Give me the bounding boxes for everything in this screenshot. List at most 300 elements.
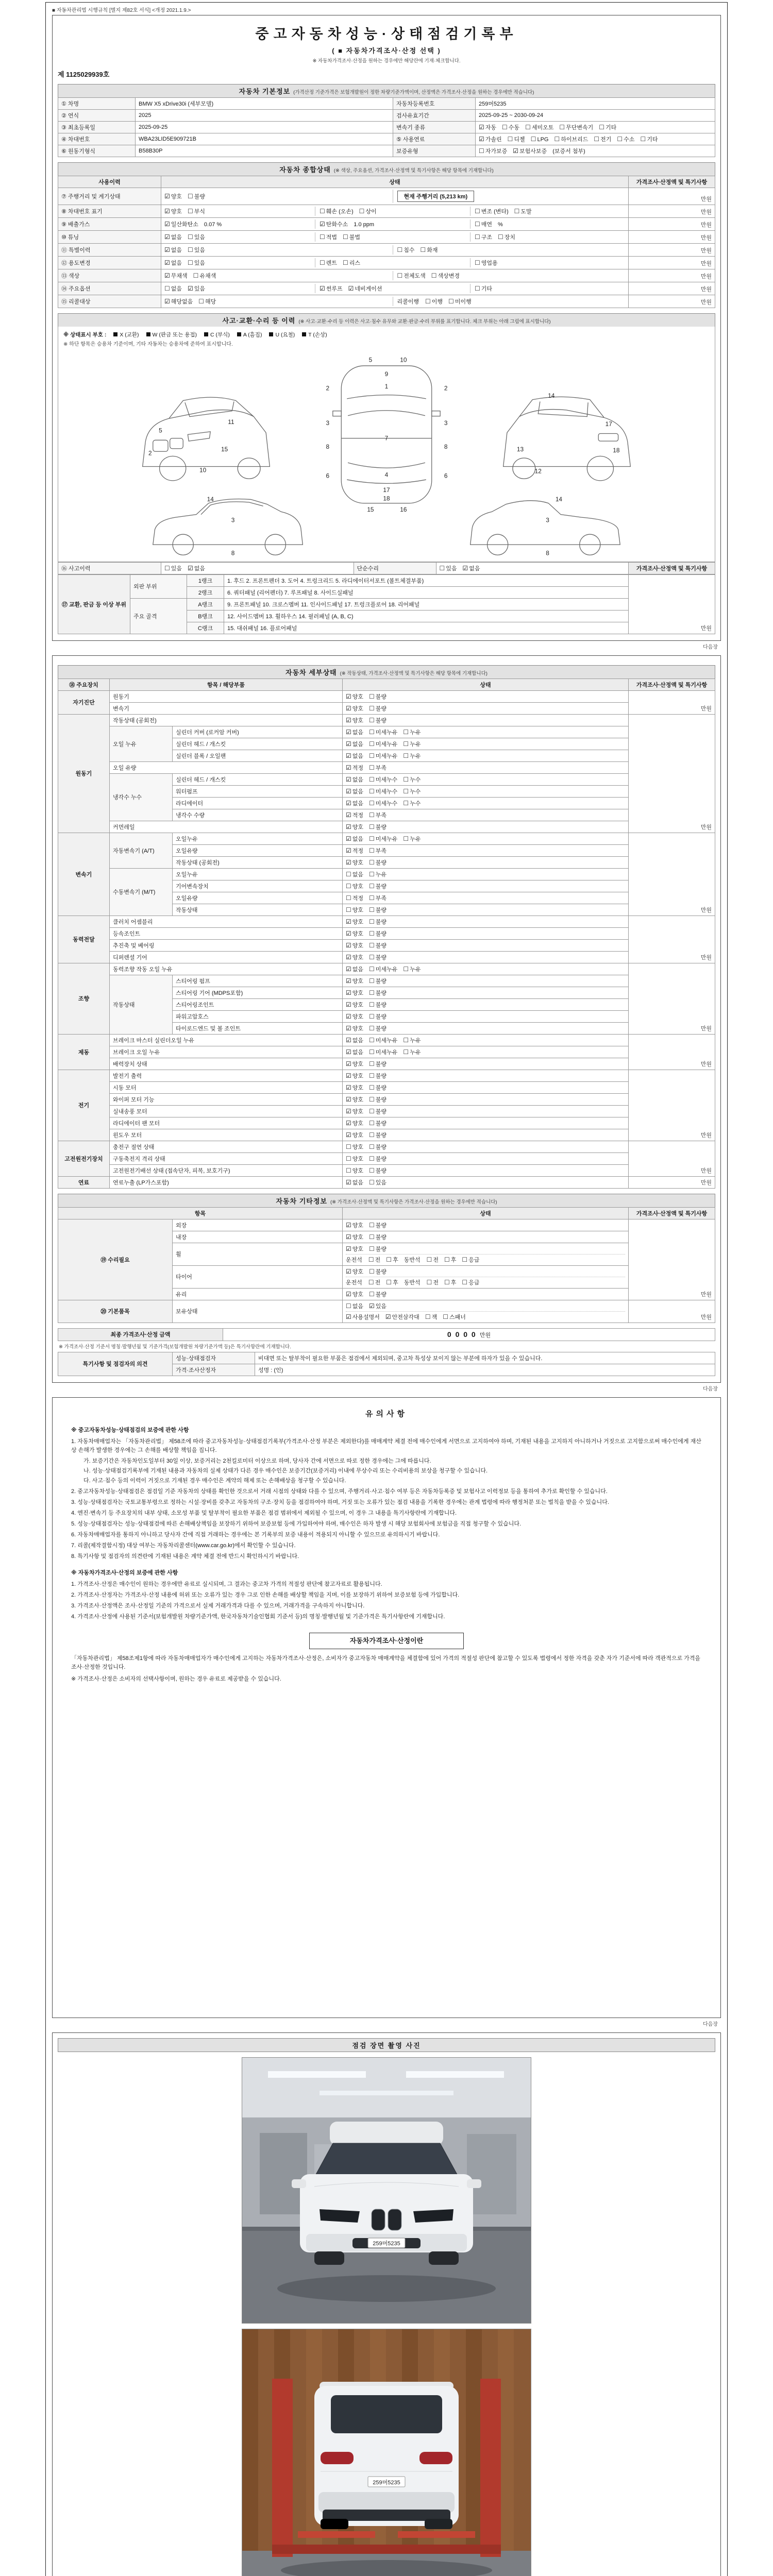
- group-label: 연료: [58, 1176, 110, 1188]
- checkbox-option: ☐ 없음: [164, 285, 182, 292]
- detail-row: [58, 1046, 715, 1058]
- detail-section-title: 자동차 세부상태 (※ 작동상태, 가격조사·산정액 및 특기사항은 해당 항목에 기재합니다): [58, 665, 715, 679]
- checkbox-option: ☐ 미세누유: [369, 740, 398, 748]
- rear-plate-text: 259머5235: [373, 2479, 400, 2486]
- panel-damage-table: [58, 574, 715, 634]
- state-cell: [343, 797, 629, 809]
- checkbox-option: ☑ 없음: [188, 564, 206, 572]
- svg-text:6: 6: [326, 472, 330, 480]
- rank-items: 15. 대쉬패널 16. 플로어패널: [224, 622, 629, 634]
- price-cell: 만원: [629, 833, 715, 916]
- next-page-label: 다음장: [703, 644, 718, 650]
- state-cell: [343, 761, 629, 773]
- checkbox-option: ☑ 양호: [164, 193, 182, 200]
- checkbox-option: ☑ 없음: [164, 246, 182, 253]
- svg-text:4: 4: [384, 471, 389, 479]
- state-cell: [161, 205, 629, 218]
- item-label: 등속조인트: [110, 927, 343, 939]
- svg-text:17: 17: [605, 420, 612, 428]
- car-damage-diagram: [113, 354, 660, 557]
- checkbox-option: ☐ 부족: [369, 764, 387, 771]
- checkbox-option: ☑ 양호: [346, 989, 364, 996]
- notice-item: 4. 엔진·변속기 등 주요장치의 내부 상태, 소모성 부품 및 탈부착이 필요한 부품은 점검 범위에서 제외될 수 있으며, 이 경우 그 내용을 특기사항란에 기재합니다.: [71, 1510, 457, 1517]
- item-label: 충전구 절연 상태: [110, 1141, 343, 1153]
- state-cell: [343, 1010, 629, 1022]
- checkbox-option: ☑ 양호: [346, 929, 364, 937]
- accident-history-row: [58, 562, 715, 574]
- price-cell: 만원: [629, 244, 715, 257]
- checkbox-option: ☐ 응급: [462, 1256, 480, 1263]
- checkbox-option: ☑ 없음: [346, 799, 364, 807]
- item-label: 연료누출 (LP가스포함): [110, 1176, 343, 1188]
- checkbox-option: ☐ 적정: [346, 894, 364, 902]
- checkbox-option: ☐ LPG: [530, 135, 549, 143]
- state-cell: [343, 939, 629, 951]
- column-header: 가격조사·산정액 및 특기사항: [629, 176, 715, 188]
- svg-text:14: 14: [555, 496, 563, 503]
- checkbox-option: ☑ 양호: [346, 858, 364, 866]
- price-survey-paragraph: ※ 가격조사·산정은 소비자의 선택사항이며, 원하는 경우 유료로 제공받을 수 있습니다.: [71, 1676, 281, 1682]
- sheet-3: [52, 1397, 721, 2018]
- price-cell: 만원: [629, 1070, 715, 1141]
- field-label: 자동차등록번호: [393, 98, 476, 110]
- state-cell: [343, 690, 629, 702]
- legend-item: W (판금 또는 용접): [139, 332, 197, 338]
- price-cell: 만원: [629, 257, 715, 269]
- state-cell: [343, 916, 629, 927]
- item-label: 타이어: [173, 1265, 343, 1288]
- state-cell: [161, 218, 629, 231]
- checkbox-option: ☑ 양호: [346, 1024, 364, 1032]
- state-subcolumn: [470, 284, 625, 293]
- rank-label: 1랭크: [187, 574, 224, 586]
- checkbox-option: ☑ 양호: [346, 1060, 364, 1067]
- price-cell: 만원: [629, 963, 715, 1034]
- state-cell: [343, 809, 629, 821]
- item-label: 커먼레일: [110, 821, 343, 833]
- checkbox-option: ☐ 미세누수: [369, 775, 398, 783]
- remarks-table: [58, 1352, 715, 1376]
- checkbox-option: ☑ 없음: [346, 787, 364, 795]
- remarks-who: 가격·조사산정자: [173, 1364, 255, 1376]
- column-header: 상태: [343, 679, 629, 690]
- column-header: 사용이력: [58, 176, 161, 188]
- checkbox-option: ☐ 불법: [343, 233, 361, 241]
- state-cell: [343, 1058, 629, 1070]
- checkbox-option: ☑ 양호: [346, 1001, 364, 1008]
- notice-item: 5. 성능·상태점검자는 성능·상태점검에 따른 손해배상책임을 보장하기 위하여 보증보험 등에 가입하여야 하며, 매수인은 하자 발생 시 해당 보험회사에 보험금을 직접 청구할 수 있습니다.: [71, 1521, 522, 1528]
- notice-section1-title: ※ 중고자동차성능·상태점검의 보증에 관한 사항: [71, 1427, 189, 1433]
- svg-text:2: 2: [148, 449, 152, 457]
- state-cell: [343, 892, 629, 904]
- detail-row: [58, 927, 715, 939]
- basic-row: [58, 133, 715, 145]
- group-label: ⑲ 수리필요: [58, 1219, 173, 1300]
- svg-text:2: 2: [326, 384, 330, 392]
- field-value: 2025-09-25: [136, 122, 393, 133]
- svg-text:17: 17: [383, 486, 390, 494]
- checkbox-option: ☐ 잭: [425, 1313, 438, 1320]
- checkbox-option: ☑ 양호: [164, 208, 182, 215]
- price-cell: 만원: [629, 1141, 715, 1176]
- item-label: 라디에이터: [173, 797, 343, 809]
- column-header: 항목 / 해당부품: [110, 679, 343, 690]
- field-value: BMW X5 xDrive30i (세부모델): [136, 98, 393, 110]
- checkbox-option: ☑ 일산화탄소: [164, 221, 198, 228]
- frame-label: 주요 골격: [130, 598, 187, 634]
- checkbox-option: ☐ 후: [386, 1256, 398, 1263]
- checkbox-option: ☑ 양호: [346, 1221, 364, 1229]
- checkbox-option: ☑ 양호: [346, 1245, 364, 1252]
- checkbox-option: ☐ 없음: [346, 870, 364, 878]
- sheet-4: [52, 2032, 721, 2576]
- state-subcolumn: [393, 190, 626, 203]
- checkbox-option: ☑ 양호: [346, 1290, 364, 1298]
- svg-text:8: 8: [546, 549, 549, 557]
- title-block: [58, 20, 715, 64]
- basic-row: [58, 110, 715, 122]
- photo-front-image: [242, 2058, 531, 2323]
- state-cell: [343, 702, 629, 714]
- state-subcolumn: [164, 219, 315, 229]
- checkbox-option: ☐ 기타: [599, 124, 617, 131]
- checkbox-option: ☑ 썬루프: [320, 285, 343, 292]
- subgroup-label: 작동상태: [110, 975, 173, 1034]
- state-text: 0.07 %: [204, 222, 222, 228]
- car-diagram-area: [58, 350, 715, 562]
- state-cell: [161, 295, 629, 308]
- checkbox-option: ☑ 사용설명서: [346, 1313, 380, 1320]
- field-label: ⑤ 사용연료: [393, 133, 476, 145]
- checkbox-option: ☑ 무채색: [164, 272, 188, 279]
- overall-row: [58, 295, 715, 308]
- state-subcolumn: [315, 219, 470, 229]
- item-label: 타이로드엔드 및 볼 조인트: [173, 1022, 343, 1034]
- checkbox-option: ☐ 해당: [198, 298, 216, 305]
- other-info-table: [58, 1207, 715, 1323]
- state-cell: [343, 821, 629, 833]
- final-price-row: [58, 1328, 715, 1341]
- checkbox-option: ☐ 디젤: [507, 135, 525, 143]
- legend-square-icon: [269, 332, 273, 336]
- checkbox-option: ☑ 없음: [346, 1048, 364, 1056]
- price-cell: 만원: [629, 1300, 715, 1323]
- checkbox-option: ☐ 리스: [343, 259, 361, 266]
- item-label: 실린더 커버 (로커암 커버): [173, 726, 343, 738]
- checkbox-option: ☑ 보험사보증: [513, 147, 547, 155]
- other-row: [58, 1219, 715, 1231]
- field-value: [476, 122, 715, 133]
- checkbox-option: ☐ 하이브리드: [554, 135, 589, 143]
- checkbox-option: ☑ 없음: [346, 752, 364, 759]
- state-cell: [343, 927, 629, 939]
- field-value: B58B30P: [136, 145, 393, 157]
- checkbox-option: ☐ 후: [444, 1278, 457, 1286]
- state-subcolumn: [164, 207, 315, 216]
- checkbox-option: ☐ 누유: [403, 740, 421, 748]
- notice-item: 6. 자동차매매업자를 통하지 아니하고 당사자 간에 직접 거래하는 경우에는 본 기록부의 보증 내용이 적용되지 아니할 수 있으므로 유의하시기 바랍니다.: [71, 1532, 440, 1538]
- state-cell: [343, 844, 629, 856]
- item-label: 디퍼렌셜 기어: [110, 951, 343, 963]
- item-label: 스티어링 기어 (MDPS포함): [173, 987, 343, 998]
- price-cell: 만원: [629, 188, 715, 205]
- item-label: 실린더 헤드 / 개스킷: [173, 738, 343, 750]
- state-subcolumn: [470, 207, 625, 216]
- checkbox-option: ☐ 전체도색: [397, 272, 426, 279]
- state-cell: [343, 714, 629, 726]
- price-cell: 만원: [629, 282, 715, 295]
- row-label: ⑧ 차대번호 표기: [58, 205, 161, 218]
- accident-tables: [58, 562, 715, 634]
- checkbox-option: ☑ 없음: [346, 1178, 364, 1186]
- repair-state: [436, 562, 629, 574]
- overall-row: [58, 231, 715, 244]
- svg-text:8: 8: [326, 443, 330, 450]
- checkbox-option: ☐ 불량: [369, 906, 387, 913]
- subgroup-label: 오일 누유: [110, 726, 173, 761]
- item-label: 오일유량: [173, 844, 343, 856]
- price-survey-paragraph: 「자동차관리법」 제58조제1항에 따라 자동차매매업자가 매수인에게 고지하는 자동차가격조사·산정은, 소비자가 중고자동차 매매계약을 체결함에 있어 가격의 적절성 판단에 참고할 수 있도록 법령에서 정한 자격을 갖춘 자가 기준서에 따라 객관적으로 가격을 조사·산정한 것입니다.: [71, 1655, 701, 1670]
- column-header: 가격조사·산정액 및 특기사항: [629, 679, 715, 690]
- item-label: 와이퍼 모터 기능: [110, 1093, 343, 1105]
- checkbox-option: ☐ 미세누수: [369, 787, 398, 795]
- state-cell: [343, 1022, 629, 1034]
- item-label: 외장: [173, 1219, 343, 1231]
- checkbox-option: ☐ 미세누수: [369, 799, 398, 807]
- field-label: ① 차명: [58, 98, 136, 110]
- checkbox-option: ☐ 침수: [397, 246, 415, 253]
- state-cell: [343, 785, 629, 797]
- price-survey-box-title: 자동차가격조사·산정이란: [309, 1633, 464, 1649]
- group-label: 원동기: [58, 714, 110, 833]
- item-label: 보유상태: [173, 1300, 343, 1323]
- group-label: 전기: [58, 1070, 110, 1141]
- checkbox-option: ☐ 미세누유: [369, 752, 398, 759]
- legend-item: C (부식): [197, 332, 230, 338]
- svg-text:5: 5: [368, 356, 373, 364]
- checkbox-option: ☐ 누유: [403, 1036, 421, 1044]
- checkbox-option: ☐ 누유: [403, 835, 421, 842]
- checkbox-option: ☑ 안전삼각대: [385, 1313, 419, 1320]
- field-label: 검사유효기간: [393, 110, 476, 122]
- notice-item: 1. 자동차매매업자는 「자동차관리법」 제58조에 따라 중고자동차성능·상태점검기록부(가격조사·산정 부분은 제외한다)를 매매계약 체결 전에 매수인에게 서면으로 고지하여야 하며, 기재된 내용을 고지하지 아니하거나 거짓으로 고지함으로써 매수인에게 재산상 손해가 발생한 경우에는 그 손해를 배상할 책임을 집니다.: [71, 1438, 701, 1454]
- row-label: ⑦ 주행거리 및 계기상태: [58, 188, 161, 205]
- value-box: 현재 주행거리 (5,213 km): [397, 191, 475, 202]
- checkbox-option: ☐ 색상변경: [431, 272, 460, 279]
- notice-subitem: 가. 보증기간은 자동차인도일부터 30일 이상, 보증거리는 2천킬로미터 이상으로 하며, 당사자 간에 서면으로 따로 정한 경우에는 그에 따릅니다.: [83, 1458, 431, 1465]
- checkbox-option: ☐ 불량: [369, 953, 387, 961]
- checkbox-option: ☐ 부족: [369, 811, 387, 819]
- checkbox-option: ☐ 화재: [420, 246, 438, 253]
- rank-items: 9. 프론트패널 10. 크로스멤버 11. 인사이드패널 17. 트렁크플로어 18. 리어패널: [224, 598, 629, 610]
- row-label: ⑨ 배출가스: [58, 218, 161, 231]
- detail-row: [58, 1164, 715, 1176]
- checkbox-option: ☐ 후: [386, 1278, 398, 1286]
- svg-text:11: 11: [228, 418, 234, 426]
- checkbox-option: ☑ 적정: [346, 811, 364, 819]
- checkbox-option: ☐ 있음: [188, 259, 206, 266]
- checkbox-option: ☐ 불량: [369, 1060, 387, 1067]
- notice-item: 3. 성능·상태점검자는 국토교통부령으로 정하는 시설·장비를 갖추고 자동차의 구조·장치 등을 점검하여야 하며, 거짓 또는 오류가 있는 점검 내용을 기록한 경우에는 관계 법령에 따라 행정처분 또는 벌칙을 받을 수 있습니다.: [71, 1499, 609, 1506]
- svg-text:2: 2: [444, 384, 448, 392]
- field-label: ③ 최초등록일: [58, 122, 136, 133]
- group-label: 변속기: [58, 833, 110, 916]
- column-header: ⑱ 주요장치: [58, 679, 110, 690]
- other-section-title: 자동차 기타정보 (※ 가격조사·산정액 및 특기사항은 가격조사·산정을 원하는 경우에만 적습니다): [58, 1194, 715, 1207]
- state-cell: [343, 975, 629, 987]
- checkbox-option: ☑ 자동: [479, 124, 497, 131]
- front-plate-text: 259머5235: [373, 2240, 400, 2247]
- group-label: 고전원전기장치: [58, 1141, 110, 1176]
- checkbox-option: ☐ 전: [368, 1256, 381, 1263]
- notice-item: 2. 중고자동차성능·상태점검은 점검일 기준 자동차의 상태를 확인한 것으로서 거래 시점의 상태와 다를 수 있으며, 주행거리·사고·침수 여부 등은 자동차등록증 및 보험사고 이력정보 등을 통하여 추가로 확인할 수 있습니다.: [71, 1488, 608, 1495]
- item-label: 브레이크 마스터 실린더오일 누유: [110, 1034, 343, 1046]
- accident-section-title: 사고·교환·수리 등 이력 (※ 사고·교환·수리 등 이력은 사고·침수 유무와 교환·판금·수리 부위를 표기합니다. 체크 부위는 아래 그림에 표시합니다): [58, 313, 715, 327]
- outer-panel-label: 외판 부위: [130, 574, 187, 598]
- notices-title: 유의사항: [365, 1409, 408, 1418]
- state-cell: [343, 750, 629, 761]
- checkbox-option: ☐ 불량: [369, 1221, 387, 1229]
- checkbox-option: ☐ 전기: [594, 135, 612, 143]
- checkbox-option: ☐ 누유: [403, 728, 421, 736]
- checkbox-option: ☐ 불량: [369, 977, 387, 985]
- state-cell: [343, 998, 629, 1010]
- state-subcolumn: [393, 271, 626, 280]
- checkbox-option: ☐ 있음: [164, 564, 182, 572]
- checkbox-option: ☑ 없음: [346, 1036, 364, 1044]
- state-extra: [346, 1311, 625, 1321]
- detail-row: [58, 868, 715, 880]
- state-cell: [161, 244, 629, 257]
- checkbox-option: ☐ 불량: [369, 1267, 387, 1275]
- checkbox-option: ☐ 양호: [346, 1143, 364, 1150]
- state-cell: [343, 1093, 629, 1105]
- checkbox-option: ☑ 없음: [462, 564, 480, 572]
- field-value: [476, 133, 715, 145]
- svg-text:3: 3: [326, 419, 330, 427]
- final-price-note: ※ 가격조사·산정 기준서 명칭·발행년월 및 기준가격(보험개발원 차량기준가액 등)은 특기사항란에 기재합니다.: [59, 1344, 291, 1350]
- state-cell: [343, 880, 629, 892]
- overall-table: [58, 176, 715, 308]
- group-label: 조향: [58, 963, 110, 1034]
- checkbox-option: ☑ 네비게이션: [348, 285, 382, 292]
- remarks-text: 성명 : (인): [255, 1364, 715, 1376]
- overall-row: [58, 282, 715, 295]
- checkbox-option: ☑ 양호: [346, 1083, 364, 1091]
- checkbox-option: ☐ 영업용: [475, 259, 498, 266]
- overall-row: [58, 218, 715, 231]
- state-cell: [343, 1117, 629, 1129]
- item-label: 유리: [173, 1288, 343, 1300]
- price-cell: 만원: [629, 916, 715, 963]
- checkbox-option: ☐ 있음: [188, 233, 206, 241]
- checkbox-option: ☐ 양호: [346, 1166, 364, 1174]
- row-label: ⑬ 색상: [58, 269, 161, 282]
- panel-rank-row: [58, 598, 715, 610]
- legend-square-icon: [146, 332, 150, 336]
- detail-row: [58, 916, 715, 927]
- field-value: WBA23LID5E909721B: [136, 133, 393, 145]
- svg-text:15: 15: [367, 506, 374, 514]
- detail-row: [58, 1141, 715, 1153]
- detail-row: [58, 939, 715, 951]
- checkbox-option: ☐ 수동: [502, 124, 520, 131]
- next-page-label: 다음장: [703, 2021, 718, 2027]
- legend-square-icon: [113, 332, 117, 336]
- legend-item: X (교환): [106, 332, 139, 338]
- notice-subitem: 나. 성능·상태점검기록부에 기재된 내용과 자동차의 실제 상태가 다른 경우 매수인은 보증기간(보증거리) 이내에 무상수리 또는 수리비용의 보상을 청구할 수 있습니다.: [83, 1468, 488, 1475]
- price-cell: 만원: [629, 714, 715, 833]
- state-cell: [343, 1219, 629, 1231]
- subgroup-label: 자동변속기 (A/T): [110, 833, 173, 868]
- state-text: 동반석: [404, 1257, 421, 1263]
- state-subcolumn: [315, 232, 470, 242]
- item-label: 기어변속장치: [173, 880, 343, 892]
- detail-condition-section: [58, 665, 715, 1189]
- checkbox-option: ☑ 없음: [346, 728, 364, 736]
- state-cell: [343, 1129, 629, 1141]
- checkbox-option: ☐ 세미오토: [525, 124, 554, 131]
- group-label: 자기진단: [58, 690, 110, 714]
- checkbox-option: ☐ 상이: [359, 208, 377, 215]
- legend-square-icon: [204, 332, 208, 336]
- overall-row: [58, 269, 715, 282]
- svg-text:1: 1: [384, 382, 389, 390]
- field-label: 보증유형: [393, 145, 476, 157]
- item-label: 고전원전기배선 상태 (접속단자, 피복, 보호기구): [110, 1164, 343, 1176]
- state-text: 1.0 ppm: [354, 222, 375, 228]
- rank-items: 1. 후드 2. 프론트펜더 3. 도어 4. 트렁크리드 5. 라디에이터서포트 (볼트체결부품): [224, 574, 629, 586]
- overall-row: [58, 244, 715, 257]
- checkbox-option: ☐ 불량: [369, 1012, 387, 1020]
- subgroup-label: 냉각수 누수: [110, 773, 173, 821]
- price-cell: 만원: [629, 1219, 715, 1300]
- row-label: ⑫ 용도변경: [58, 257, 161, 269]
- checkbox-option: ☐ 렌트: [320, 259, 338, 266]
- state-subcolumn: [393, 297, 626, 306]
- detail-table: [58, 679, 715, 1189]
- notice-section2-title: ※ 자동차가격조사·산정의 보증에 관한 사항: [71, 1569, 178, 1576]
- state-cell: [343, 856, 629, 868]
- checkbox-option: ☐ 불량: [369, 1083, 387, 1091]
- state-text: 동반석: [404, 1279, 421, 1286]
- item-label: 파워고압호스: [173, 1010, 343, 1022]
- checkbox-option: ☐ 불량: [369, 929, 387, 937]
- column-header: 항목: [58, 1207, 343, 1219]
- checkbox-option: ☑ 양호: [346, 1267, 364, 1275]
- row-label: ⑭ 주요옵션: [58, 282, 161, 295]
- item-label: 오일누유: [173, 833, 343, 844]
- notice-item: 2. 가격조사·산정자는 가격조사·산정 내용에 허위 또는 오류가 있는 경우 그로 인한 손해를 배상할 책임을 지며, 이를 보장하기 위하여 보증보험 등에 가입합니다.: [71, 1591, 460, 1598]
- item-label: 배력장치 상태: [110, 1058, 343, 1070]
- overall-header-row: [58, 176, 715, 188]
- item-label: 실린더 블록 / 오일팬: [173, 750, 343, 761]
- state-cell: [343, 1141, 629, 1153]
- checkbox-option: ☐ 불량: [369, 1166, 387, 1174]
- state-cell: [343, 868, 629, 880]
- checkbox-option: ☐ 불량: [369, 1233, 387, 1241]
- field-value: ☐ 자가보증 ☑ 보험사보증 (보증서 첨부): [476, 145, 715, 157]
- checkbox-option: ☑ 없음: [346, 835, 364, 842]
- checkbox-option: ☐ 누유: [403, 965, 421, 973]
- accident-state: [161, 562, 354, 574]
- item-label: 동력조향 작동 오일 누유: [110, 963, 343, 975]
- state-subcolumn: [164, 192, 393, 201]
- checkbox-option: ☐ 있음: [369, 1178, 387, 1186]
- state-cell: [343, 1164, 629, 1176]
- price-cell: 만원: [629, 218, 715, 231]
- notice-item: 3. 가격조사·산정액은 조사·산정일 기준의 가격으로서 실제 거래가격과 다를 수 있으며, 거래가격을 구속하지 아니합니다.: [71, 1602, 365, 1609]
